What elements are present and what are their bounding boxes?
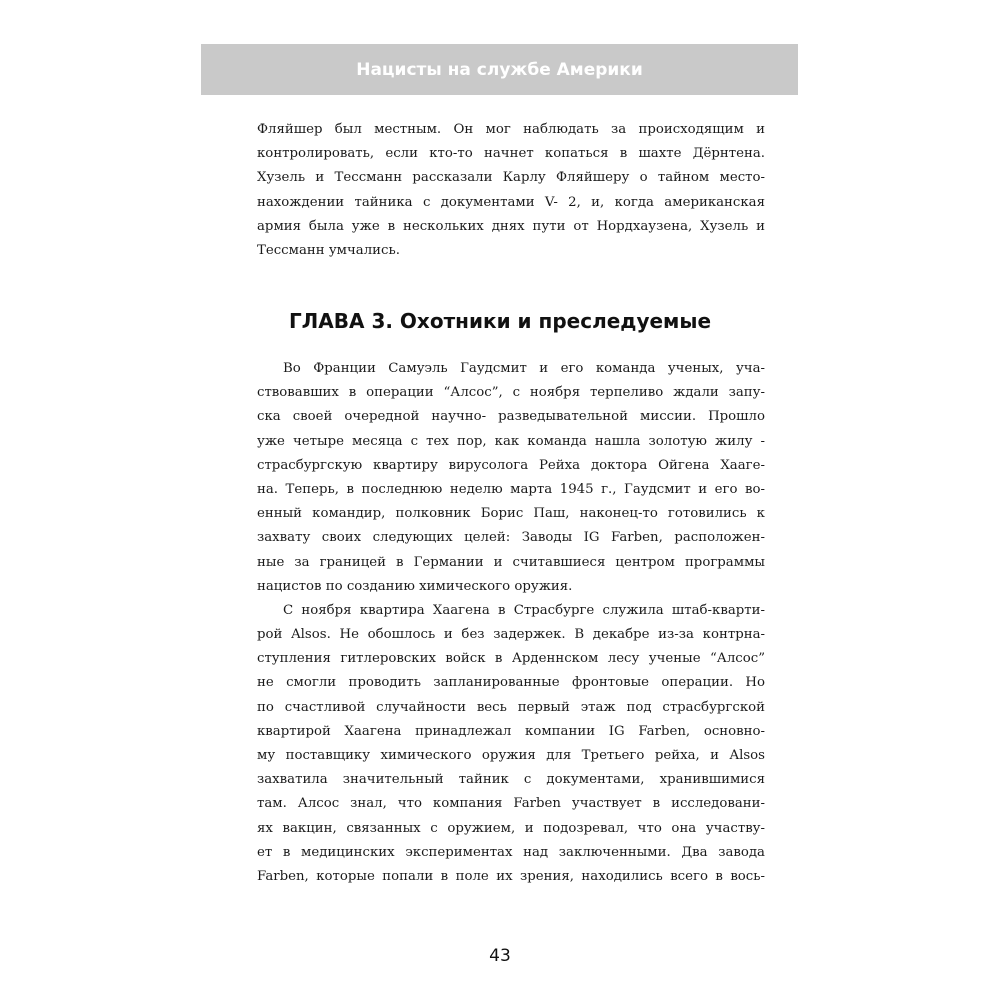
- text-line: Farben, которые попали в поле их зрения, находились всего в вось-: [257, 868, 765, 884]
- page-number: 43: [489, 946, 511, 966]
- text-line: ступления гитлеровских войск в Арденнском лесу ученые “Алсос”: [257, 651, 765, 667]
- text-line: Во Франции Самуэль Гаудсмит и его команда ученых, уча-: [283, 361, 765, 376]
- paragraph-2: [257, 357, 765, 599]
- text-line: захвату своих следующих целей: Заводы IG Farben, расположен-: [257, 530, 765, 546]
- text-line: рой Alsos. Не обошлось и без задержек. В декабре из-за контрна-: [257, 627, 765, 643]
- text-line: Хузель и Тессманн рассказали Карлу Фляйшеру о тайном место-: [257, 170, 765, 186]
- text-line: там. Алсос знал, что компания Farben участвует в исследовани-: [257, 796, 765, 812]
- paragraph-1: [257, 118, 765, 263]
- chapter-heading: ГЛАВА 3. Охотники и преследуемые: [288, 309, 712, 333]
- text-line: ях вакцин, связанных с оружием, и подозревал, что она участву-: [257, 820, 765, 836]
- text-line: енный командир, полковник Борис Паш, наконец-то готовились к: [257, 506, 765, 522]
- text-line: му поставщику химического оружия для Третьего рейха, и Alsos: [257, 748, 765, 763]
- text-line: страсбургскую квартиру вирусолога Рейха доктора Ойгена Хааге-: [257, 457, 765, 473]
- text-line: не смогли проводить запланированные фронтовые операции. Но: [257, 675, 765, 691]
- text-line: ет в медицинских экспериментах над заключенными. Два завода: [257, 844, 765, 860]
- text-line: контролировать, если кто-то начнет копаться в шахте Дёрнтена.: [257, 146, 765, 162]
- text-line: С ноября квартира Хаагена в Страсбурге служила штаб-кварти-: [283, 602, 765, 618]
- chapter-body: [257, 357, 765, 889]
- text-line: нахождении тайника с документами V- 2, и, когда американская: [257, 194, 765, 210]
- text-line: Фляйшер был местным. Он мог наблюдать за происходящим и: [257, 122, 765, 137]
- text-line: квартирой Хаагена принадлежал компании IG Farben, основно-: [257, 723, 765, 739]
- running-header: [201, 44, 798, 95]
- paragraph-3: [257, 599, 765, 889]
- text-line: нацистов по созданию химического оружия.: [257, 578, 573, 594]
- text-line: по счастливой случайности весь первый этаж под страсбургской: [257, 699, 765, 715]
- text-line: Тессманн умчались.: [257, 242, 400, 258]
- text-line: захватила значительный тайник с документами, хранившимися: [257, 772, 765, 788]
- running-header-title: Нацисты на службе Америки: [356, 59, 643, 80]
- text-line: уже четыре месяца с тех пор, как команда нашла золотую жилу -: [257, 433, 765, 449]
- text-line: на. Теперь, в последнюю неделю марта 1945 г., Гаудсмит и его во-: [257, 481, 765, 497]
- text-line: ствовавших в операции “Алсос”, с ноября терпеливо ждали запу-: [257, 385, 765, 401]
- text-line: ные за границей в Германии и считавшиеся центром программы: [257, 554, 765, 570]
- text-line: армия была уже в нескольких днях пути от Нордхаузена, Хузель и: [257, 218, 765, 234]
- text-line: ска своей очередной научно- разведывательной миссии. Прошло: [257, 409, 765, 425]
